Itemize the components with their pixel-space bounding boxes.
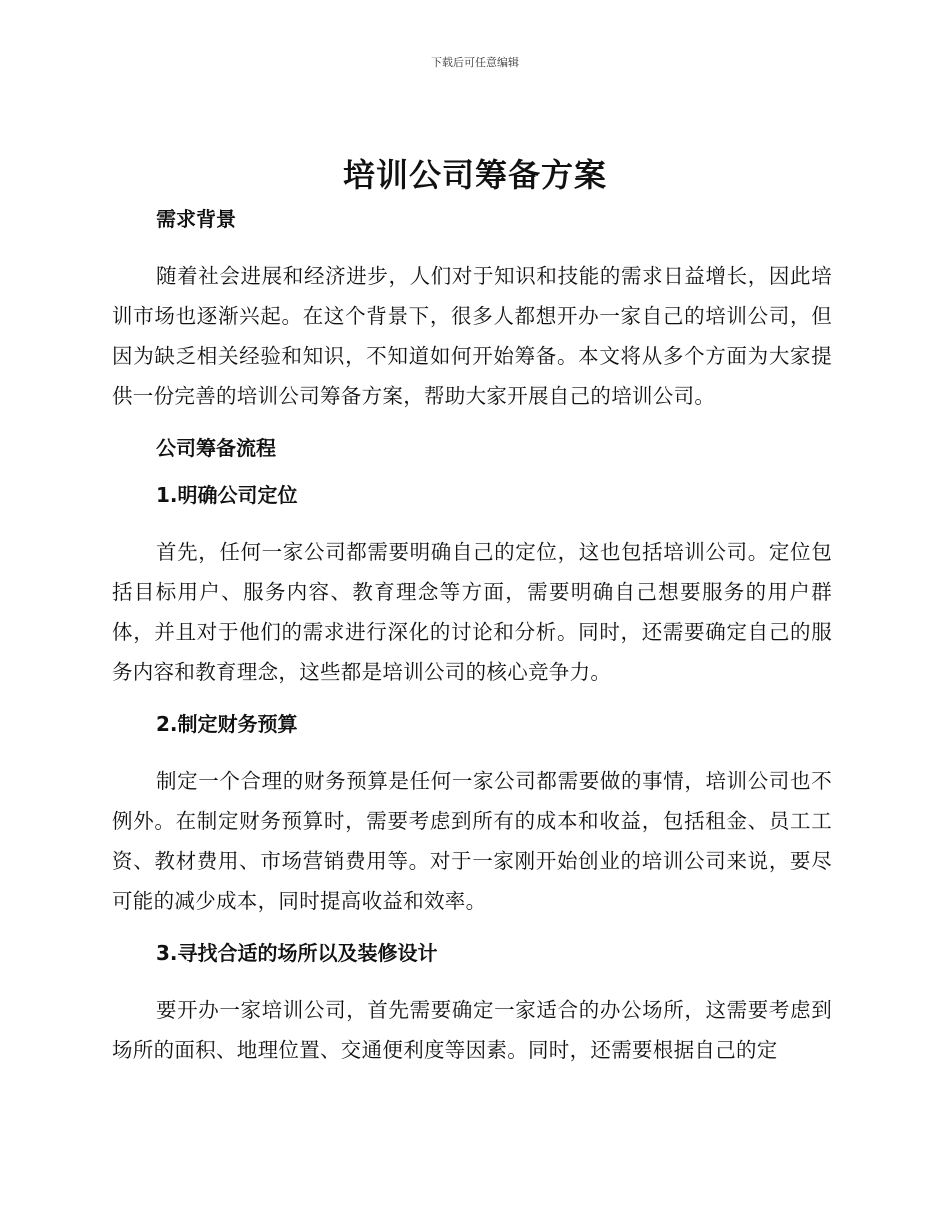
- paragraph-step2: 制定一个合理的财务预算是任何一家公司都需要做的事情，培训公司也不例外。在制定财务预算时，需要考虑到所有的成本和收益，包括租金、员工工资、教材费用、市场营销费用等。对于一家刚开始创业的培训公司来说，要尽可能的减少成本，同时提高收益和效率。: [112, 769, 832, 913]
- section-heading-background: 需求背景: [156, 207, 236, 231]
- section-heading-step3: 3.寻找合适的场所以及装修设计: [156, 941, 438, 965]
- document-body: [112, 204, 832, 1070]
- header-note: 下载后可任意编辑: [431, 56, 519, 69]
- section-heading-process: 公司筹备流程: [156, 436, 276, 460]
- document-title: 培训公司筹备方案: [342, 156, 607, 194]
- paragraph-step3: 要开办一家培训公司，首先需要确定一家适合的办公场所，这需要考虑到场所的面积、地理位置、交通便利度等因素。同时，还需要根据自己的定: [112, 998, 832, 1062]
- paragraph-step1: 首先，任何一家公司都需要明确自己的定位，这也包括培训公司。定位包括目标用户、服务内容、教育理念等方面，需要明确自己想要服务的用户群体，并且对于他们的需求进行深化的讨论和分析。同时，还需要确定自己的服务内容和教育理念，这些都是培训公司的核心竞争力。: [112, 540, 832, 684]
- section-heading-step1: 1.明确公司定位: [156, 483, 298, 507]
- section-heading-step2: 2.制定财务预算: [156, 712, 298, 736]
- paragraph-background: 随着社会进展和经济进步，人们对于知识和技能的需求日益增长，因此培训市场也逐渐兴起。在这个背景下，很多人都想开办一家自己的培训公司，但因为缺乏相关经验和知识，不知道如何开始筹备。本文将从多个方面为大家提供一份完善的培训公司筹备方案，帮助大家开展自己的培训公司。: [112, 264, 832, 408]
